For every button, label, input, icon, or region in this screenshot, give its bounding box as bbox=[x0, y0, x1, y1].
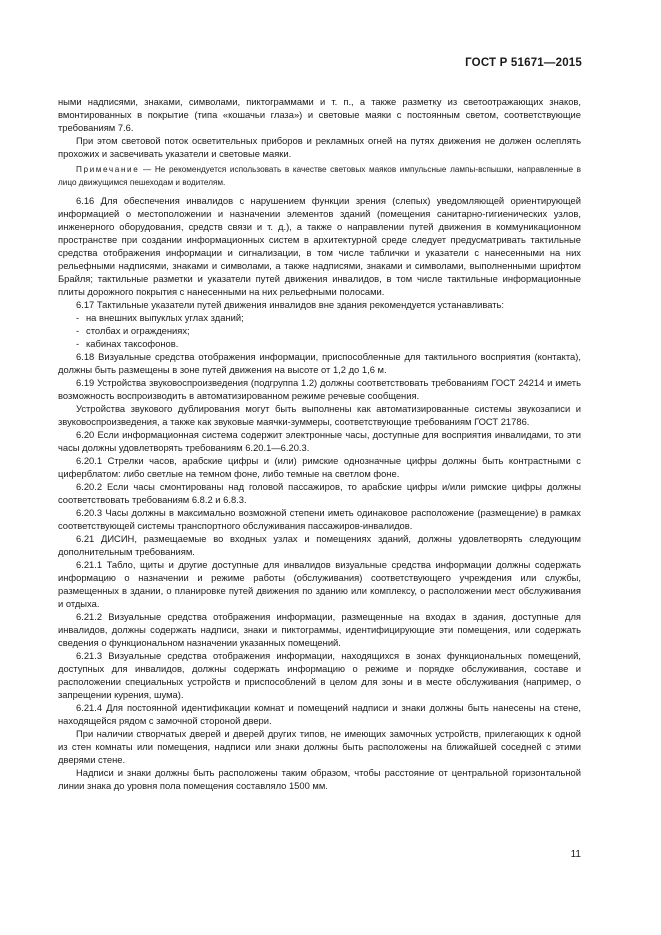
paragraph: 6.20 Если информационная система содержит электронные часы, доступные для восприятия инвалидами, то эти часы должны удовлетворять требованиям 6.20.1—6.20.3. bbox=[58, 429, 581, 453]
paragraph: 6.21.3 Визуальные средства отображения информации, находящихся в зонах функциональных помещений, доступных для инвалидов, должны содержать информацию о режиме и порядке обслуживания, составе и расположении специальных устройств и приспособлений в целом для зоны и в месте обслуживания (например, о запрещении курения, шума). bbox=[58, 650, 581, 700]
paragraph: Устройства звукового дублирования могут быть выполнены как автоматизированные системы звукозаписи и звуковоспроизведения, а также как звуковые маячки-зуммеры, соответствующие требованиям ГОСТ 21786. bbox=[58, 403, 581, 427]
list-item: - на внешних выпуклых углах зданий; bbox=[76, 312, 244, 323]
document-header: ГОСТ Р 51671—2015 bbox=[465, 57, 582, 69]
document-body bbox=[58, 95, 581, 792]
paragraph: 6.20.3 Часы должны в максимально возможной степени иметь одинаковое расположение (размещение) в рамках соответствующей системы транспортного обслуживания пассажиров-инвалидов. bbox=[58, 507, 581, 531]
note-text: — Не рекомендуется использовать в качестве световых маяков импульсные лампы-вспышки, направленные в лицо движущимся пешеходам и водителям. bbox=[58, 165, 581, 187]
paragraph: 6.20.2 Если часы смонтированы над головой пассажиров, то арабские цифры и/или римские цифры должны соответствовать требованиям 6.8.2 и 6.8.3. bbox=[58, 481, 581, 505]
paragraph: 6.18 Визуальные средства отображения информации, приспособленные для тактильного восприятия (контакта), должны быть размещены в зоне путей движения на высоте от 1,2 до 1,6 м. bbox=[58, 351, 581, 375]
paragraph: Надписи и знаки должны быть расположены таким образом, чтобы расстояние от центральной горизонтальной линии знака до уровня пола помещения составляло 1500 мм. bbox=[58, 767, 581, 791]
paragraph: 6.17 Тактильные указатели путей движения инвалидов вне здания рекомендуется устанавливать: bbox=[76, 299, 505, 310]
paragraph: При этом световой поток осветительных приборов и рекламных огней на путях движения не должен ослеплять прохожих и засвечивать указатели и световые маяки. bbox=[58, 135, 581, 159]
paragraph: 6.21.2 Визуальные средства отображения информации, размещенные на входах в здания, доступные для инвалидов, должны содержать надписи, знаки и пиктограммы, идентифицирующие эти помещения, или содержать сведения о функциональном назначении указанных помещений. bbox=[58, 611, 581, 648]
paragraph: 6.21 ДИСИН, размещаемые во входных узлах и помещениях зданий, должны удовлетворять следующим дополнительным требованиям. bbox=[58, 533, 581, 557]
paragraph: 6.21.4 Для постоянной идентификации комнат и помещений надписи и знаки должны быть нанесены на стене, находящейся рядом с замочной стороной двери. bbox=[58, 702, 581, 726]
paragraph: 6.19 Устройства звуковоспроизведения (подгруппа 1.2) должны соответствовать требованиям ГОСТ 24214 и иметь возможность воспроизводить в автоматизированном режиме речевые сообщения. bbox=[58, 377, 581, 401]
paragraph: ными надписями, знаками, символами, пиктограммами и т. п., а также разметку из светоотражающих знаков, вмонтированных в покрытие (типа «кошачьи глаза») и световые маяки с постоянным светом, соответствующие требованиям 7.6. bbox=[58, 96, 581, 133]
paragraph: При наличии створчатых дверей и дверей других типов, не имеющих замочных устройств, прилегающих к одной из стен комнаты или помещения, надписи или знаки должны быть расположены на ближайшей соседней с этими дверями стене. bbox=[58, 728, 581, 765]
note-label: Примечание bbox=[76, 165, 140, 174]
list-item: - кабинах таксофонов. bbox=[76, 338, 179, 349]
paragraph: 6.20.1 Стрелки часов, арабские цифры и (или) римские однозначные цифры должны быть контрастными с циферблатом: либо светлые на темном фоне, либо темные на светлом фоне. bbox=[58, 455, 581, 479]
page-number: 11 bbox=[570, 849, 581, 860]
list-item: - столбах и ограждениях; bbox=[76, 325, 190, 336]
paragraph: 6.16 Для обеспечения инвалидов с нарушением функции зрения (слепых) уведомляющей ориентирующей информацией о местоположении и назначении элементов зданий (помещения санитарно-гигиенических узлов, инженерного оборудования, средств связи и т. д.), а также о направлении путей движения в коммуникационном пространстве при создании информационных систем в архитектурной среде следует предусматривать тактильные средства отображения информации и сигнализации, в том числе таблички и указатели с нанесенными на них рельефными надписями, знаками и символами, а также надписями, знаками и символами, выполненными шрифтом Брайля; тактильные разметки и указатели путей движения инвалидов, в том числе тактильные информационные плиты дорожного покрытия с нанесенными на них рельефными полосами. bbox=[58, 195, 581, 297]
note bbox=[58, 164, 581, 189]
paragraph: 6.21.1 Табло, щиты и другие доступные для инвалидов визуальные средства информации должны содержать информацию о назначении и режиме работы (обслуживания) соответствующего учреждения или службы, размещенных в здании, о планировке путей движения по зданию или комплексу, о расположении мест обслуживания и отдыха. bbox=[58, 559, 581, 609]
